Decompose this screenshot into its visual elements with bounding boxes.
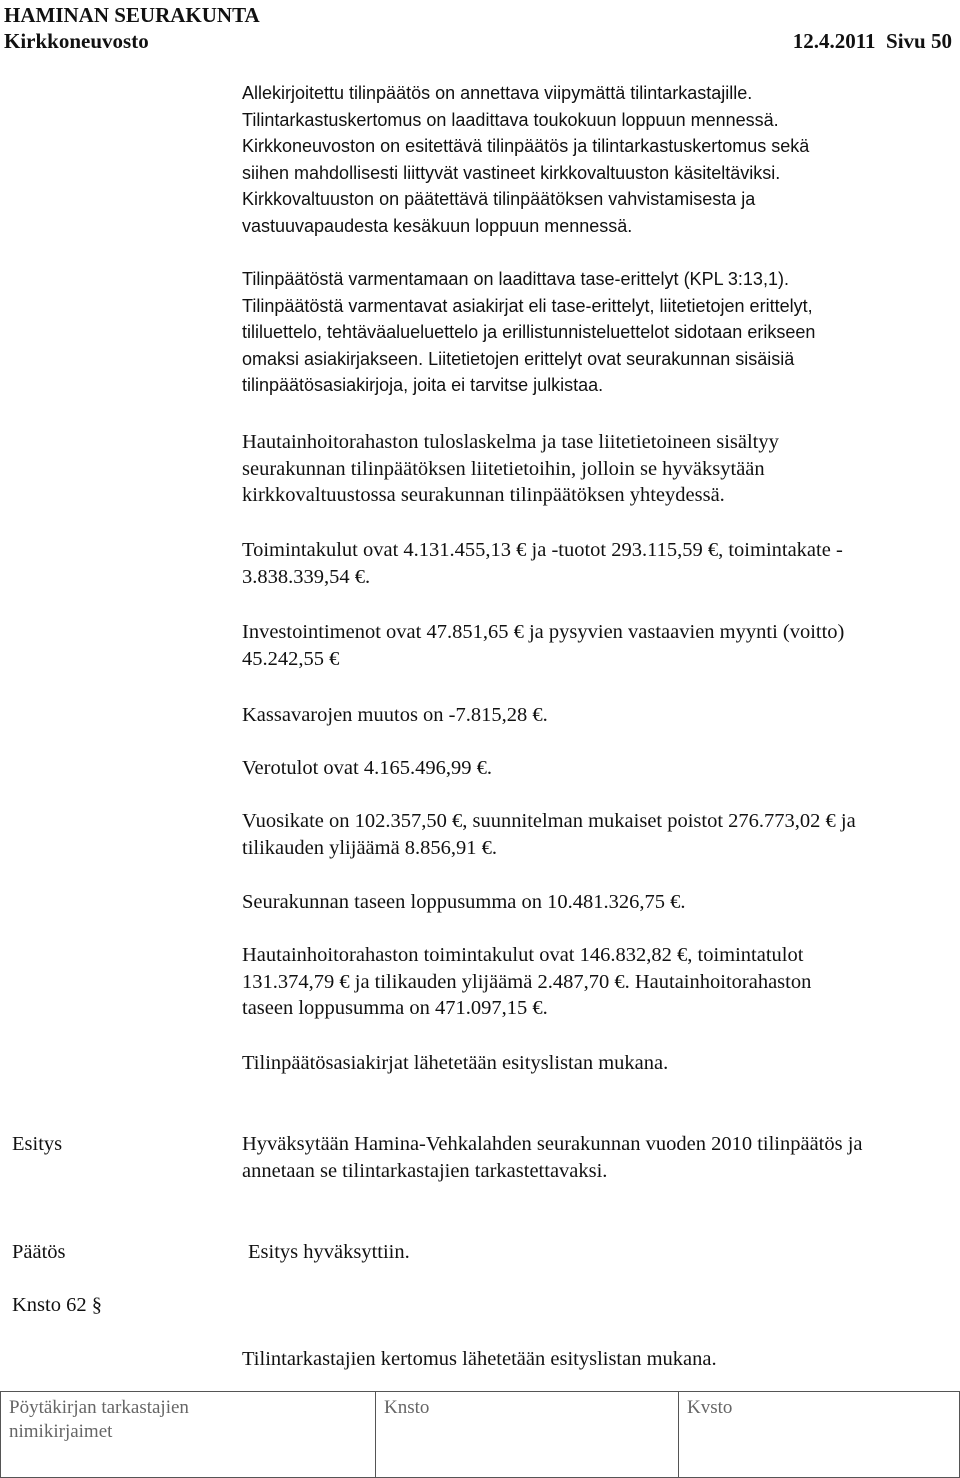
paragraph-line: 131.374,79 € ja tilikauden ylijäämä 2.487,70 €. Hautainhoitorahaston (242, 970, 812, 993)
paragraph-line: Tilinpäätöstä varmentamaan on laadittava tase-erittelyt (KPL 3:13,1). (242, 269, 789, 289)
knsto-section-label: Knsto 62 § (12, 1294, 102, 1316)
knsto-label: Knsto (384, 1397, 430, 1418)
paragraph-line: Kirkkoneuvoston on esitettävä tilinpäätös ja tilintarkastuskertomus sekä (242, 136, 810, 156)
kassavarat-paragraph: Kassavarojen muutos on -7.815,28 €. (242, 704, 548, 726)
paragraph-line: Vuosikate on 102.357,50 €, suunnitelman mukaiset poistot 276.773,02 € ja (242, 810, 856, 832)
taseen-paragraph: Seurakunnan taseen loppusumma on 10.481.326,75 €. (242, 891, 686, 913)
paragraph-line: Hyväksytään Hamina-Vehkalahden seurakunnan vuoden 2010 tilinpäätös ja (242, 1133, 863, 1155)
intro-paragraph (242, 80, 942, 239)
kvsto-signature-cell (679, 1392, 959, 1477)
investointi-paragraph (242, 619, 942, 672)
paragraph-line: siihen mahdollisesti liittyvät vastineet kirkkovaltuuston käsiteltäviksi. (242, 162, 781, 183)
paragraph-line: Tilintarkastuskertomus on laadittava toukokuun loppuun mennessä. (242, 109, 779, 130)
signers-cell (1, 1392, 376, 1477)
knsto-text: Tilintarkastajien kertomus lähetetään esityslistan mukana. (242, 1348, 717, 1370)
paragraph-line: 45.242,55 € (242, 647, 340, 670)
date-page: 12.4.2011 Sivu 50 (792, 29, 952, 53)
vuosikate-paragraph (242, 808, 942, 861)
paragraph-line: taseen loppusumma on 471.097,15 €. (242, 997, 548, 1019)
paragraph-line: Investointimenot ovat 47.851,65 € ja pysyvien vastaavien myynti (voitto) (242, 621, 845, 643)
signature-footer (0, 1391, 960, 1478)
paragraph-line: Kirkkovaltuuston on päätettävä tilinpäätöksen vahvistamisesta ja (242, 189, 756, 209)
toimintakulut-paragraph (242, 537, 942, 590)
paragraph-line: seurakunnan tilinpäätöksen liitetietoihin, jolloin se hyväksytään (242, 457, 765, 480)
paatos-text: Esitys hyväksyttiin. (248, 1241, 410, 1263)
document-body-name: Kirkkoneuvosto (4, 29, 149, 53)
paragraph-line: vastuuvapaudesta kesäkuun loppuun mennessä. (242, 215, 633, 236)
paragraph-line: omaksi asiakirjakseen. Liitetietojen erittelyt ovat seurakunnan sisäisiä (242, 348, 795, 369)
paragraph-line: Tilinpäätöstä varmentavat asiakirjat eli tase-erittelyt, liitetietojen erittelyt, (242, 295, 813, 316)
knsto-signature-cell (376, 1392, 679, 1477)
hautainhoito-summary-paragraph (242, 942, 942, 1022)
paragraph-line: Hautainhoitorahaston toimintakulut ovat 146.832,82 €, toimintatulot (242, 944, 804, 966)
kpl-paragraph (242, 266, 942, 399)
paragraph-line: tilikauden ylijäämä 8.856,91 €. (242, 836, 498, 859)
paragraph-line: Hautainhoitorahaston tuloslaskelma ja tase liitetietoineen sisältyy (242, 431, 779, 453)
paragraph-line: 3.838.339,54 €. (242, 565, 371, 588)
hautainhoito-paragraph (242, 429, 942, 509)
paragraph-line: tililuettelo, tehtäväalueluettelo ja erillistunnisteluettelot sidotaan erikseen (242, 322, 816, 342)
verotulot-paragraph: Verotulot ovat 4.165.496,99 €. (242, 757, 492, 779)
signers-label: nimikirjaimet (9, 1421, 113, 1442)
organization-name: HAMINAN SEURAKUNTA (4, 3, 260, 27)
paragraph-line: annetaan se tilintarkastajien tarkastettavaksi. (242, 1159, 608, 1182)
paragraph-line: Toimintakulut ovat 4.131.455,13 € ja -tuotot 293.115,59 €, toimintakate - (242, 539, 843, 561)
paragraph-line: Allekirjoitettu tilinpäätös on annettava viipymättä tilintarkastajille. (242, 83, 753, 103)
paatos-label: Päätös (12, 1241, 66, 1263)
signers-label: Pöytäkirjan tarkastajien (9, 1397, 189, 1418)
paragraph-line: kirkkovaltuustossa seurakunnan tilinpäätöksen yhteydessä. (242, 484, 725, 506)
kvsto-label: Kvsto (687, 1397, 733, 1418)
paragraph-line: tilinpäätösasiakirjoja, joita ei tarvitse julkistaa. (242, 375, 604, 395)
esitys-text (242, 1131, 942, 1184)
esitys-label: Esitys (12, 1133, 63, 1155)
asiakirjat-paragraph: Tilinpäätösasiakirjat lähetetään esityslistan mukana. (242, 1052, 669, 1074)
